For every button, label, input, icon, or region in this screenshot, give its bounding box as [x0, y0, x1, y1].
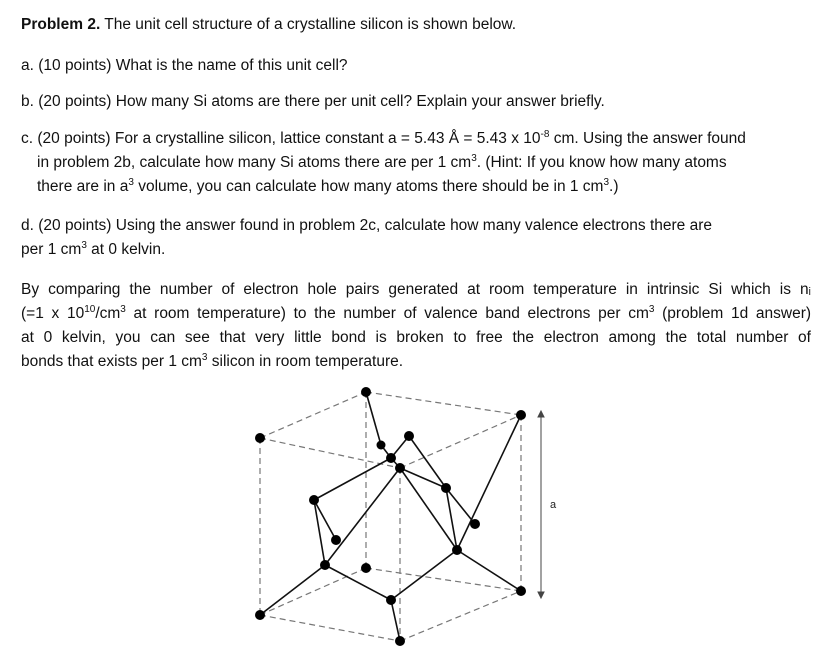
atom	[470, 519, 480, 529]
bond	[457, 415, 521, 550]
paragraph-line-1: By comparing the number of electron hole pairs generated at room temperature in intrinsic Si which is nᵢ	[21, 281, 811, 298]
superscript: 3	[120, 304, 126, 315]
atom	[255, 610, 265, 620]
cube-edge	[260, 615, 400, 641]
atom	[361, 563, 371, 573]
cube-edge	[366, 392, 521, 415]
superscript: 3	[603, 177, 610, 188]
bond	[366, 392, 381, 445]
bond	[325, 468, 400, 565]
atom	[331, 535, 341, 545]
arrow-head-bottom	[538, 592, 544, 598]
atom	[516, 586, 526, 596]
cube-edge	[400, 415, 521, 468]
superscript: 3	[201, 352, 208, 363]
dimension-arrow	[538, 411, 544, 598]
text: volume, you can calculate how many atoms there should be in 1 cm	[133, 178, 604, 195]
question-a: a. (10 points) What is the name of this unit cell?	[21, 57, 348, 74]
text: there are in a	[37, 178, 129, 195]
atom	[452, 545, 462, 555]
text: (problem 1d answer)	[654, 305, 812, 322]
problem-intro: The unit cell structure of a crystalline silicon is shown below.	[100, 16, 517, 33]
superscript: 3	[81, 240, 87, 251]
superscript: 3	[648, 304, 655, 315]
atom	[395, 463, 405, 473]
text: c. (20 points) For a crystalline silicon, lattice constant a = 5.43 Å = 5.43 x 10	[21, 130, 541, 147]
atom	[516, 410, 526, 420]
text: in problem 2b, calculate how many Si atoms there are per 1 cm	[37, 154, 472, 171]
atom	[386, 595, 396, 605]
problem-label: Problem 2.	[21, 16, 101, 33]
atom	[441, 483, 451, 493]
bond	[391, 550, 457, 600]
superscript: -8	[540, 129, 550, 140]
text: per 1 cm	[21, 241, 82, 258]
atoms	[255, 387, 526, 646]
atom	[320, 560, 330, 570]
cube-edge	[260, 392, 366, 438]
text: .)	[609, 178, 619, 195]
superscript: 3	[128, 177, 134, 188]
question-d-line-1: d. (20 points) Using the answer found in problem 2c, calculate how many valence electrons there are	[21, 217, 712, 234]
paragraph-line-3: at 0 kelvin, you can see that very little bond is broken to free the electron among the total number of	[21, 329, 811, 346]
question-b: b. (20 points) How many Si atoms are there per unit cell? Explain your answer briefly.	[21, 93, 605, 110]
atom	[386, 453, 396, 463]
text: silicon in room temperature.	[207, 353, 404, 370]
bond	[391, 600, 400, 641]
text: /cm	[95, 305, 121, 322]
text: at 0 kelvin.	[86, 241, 166, 258]
atom	[309, 495, 319, 505]
text: cm. Using the answer found	[549, 130, 746, 147]
cube-edge	[400, 591, 521, 641]
text: bonds that exists per 1 cm	[21, 353, 202, 370]
atom	[255, 433, 265, 443]
cube-edge	[366, 568, 521, 591]
arrow-head-top	[538, 411, 544, 417]
bond	[446, 488, 475, 524]
dimension-label: a	[550, 499, 557, 511]
superscript: 10	[84, 304, 96, 315]
text: . (Hint: If you know how many atoms	[476, 154, 727, 171]
atom	[404, 431, 414, 441]
atom	[377, 441, 386, 450]
superscript: 3	[471, 153, 477, 164]
text: (=1 x 10	[21, 305, 85, 322]
atom	[395, 636, 405, 646]
atom	[361, 387, 371, 397]
text: at room temperature) to the number of valence band electrons per cm	[125, 305, 649, 322]
bond	[457, 550, 521, 591]
